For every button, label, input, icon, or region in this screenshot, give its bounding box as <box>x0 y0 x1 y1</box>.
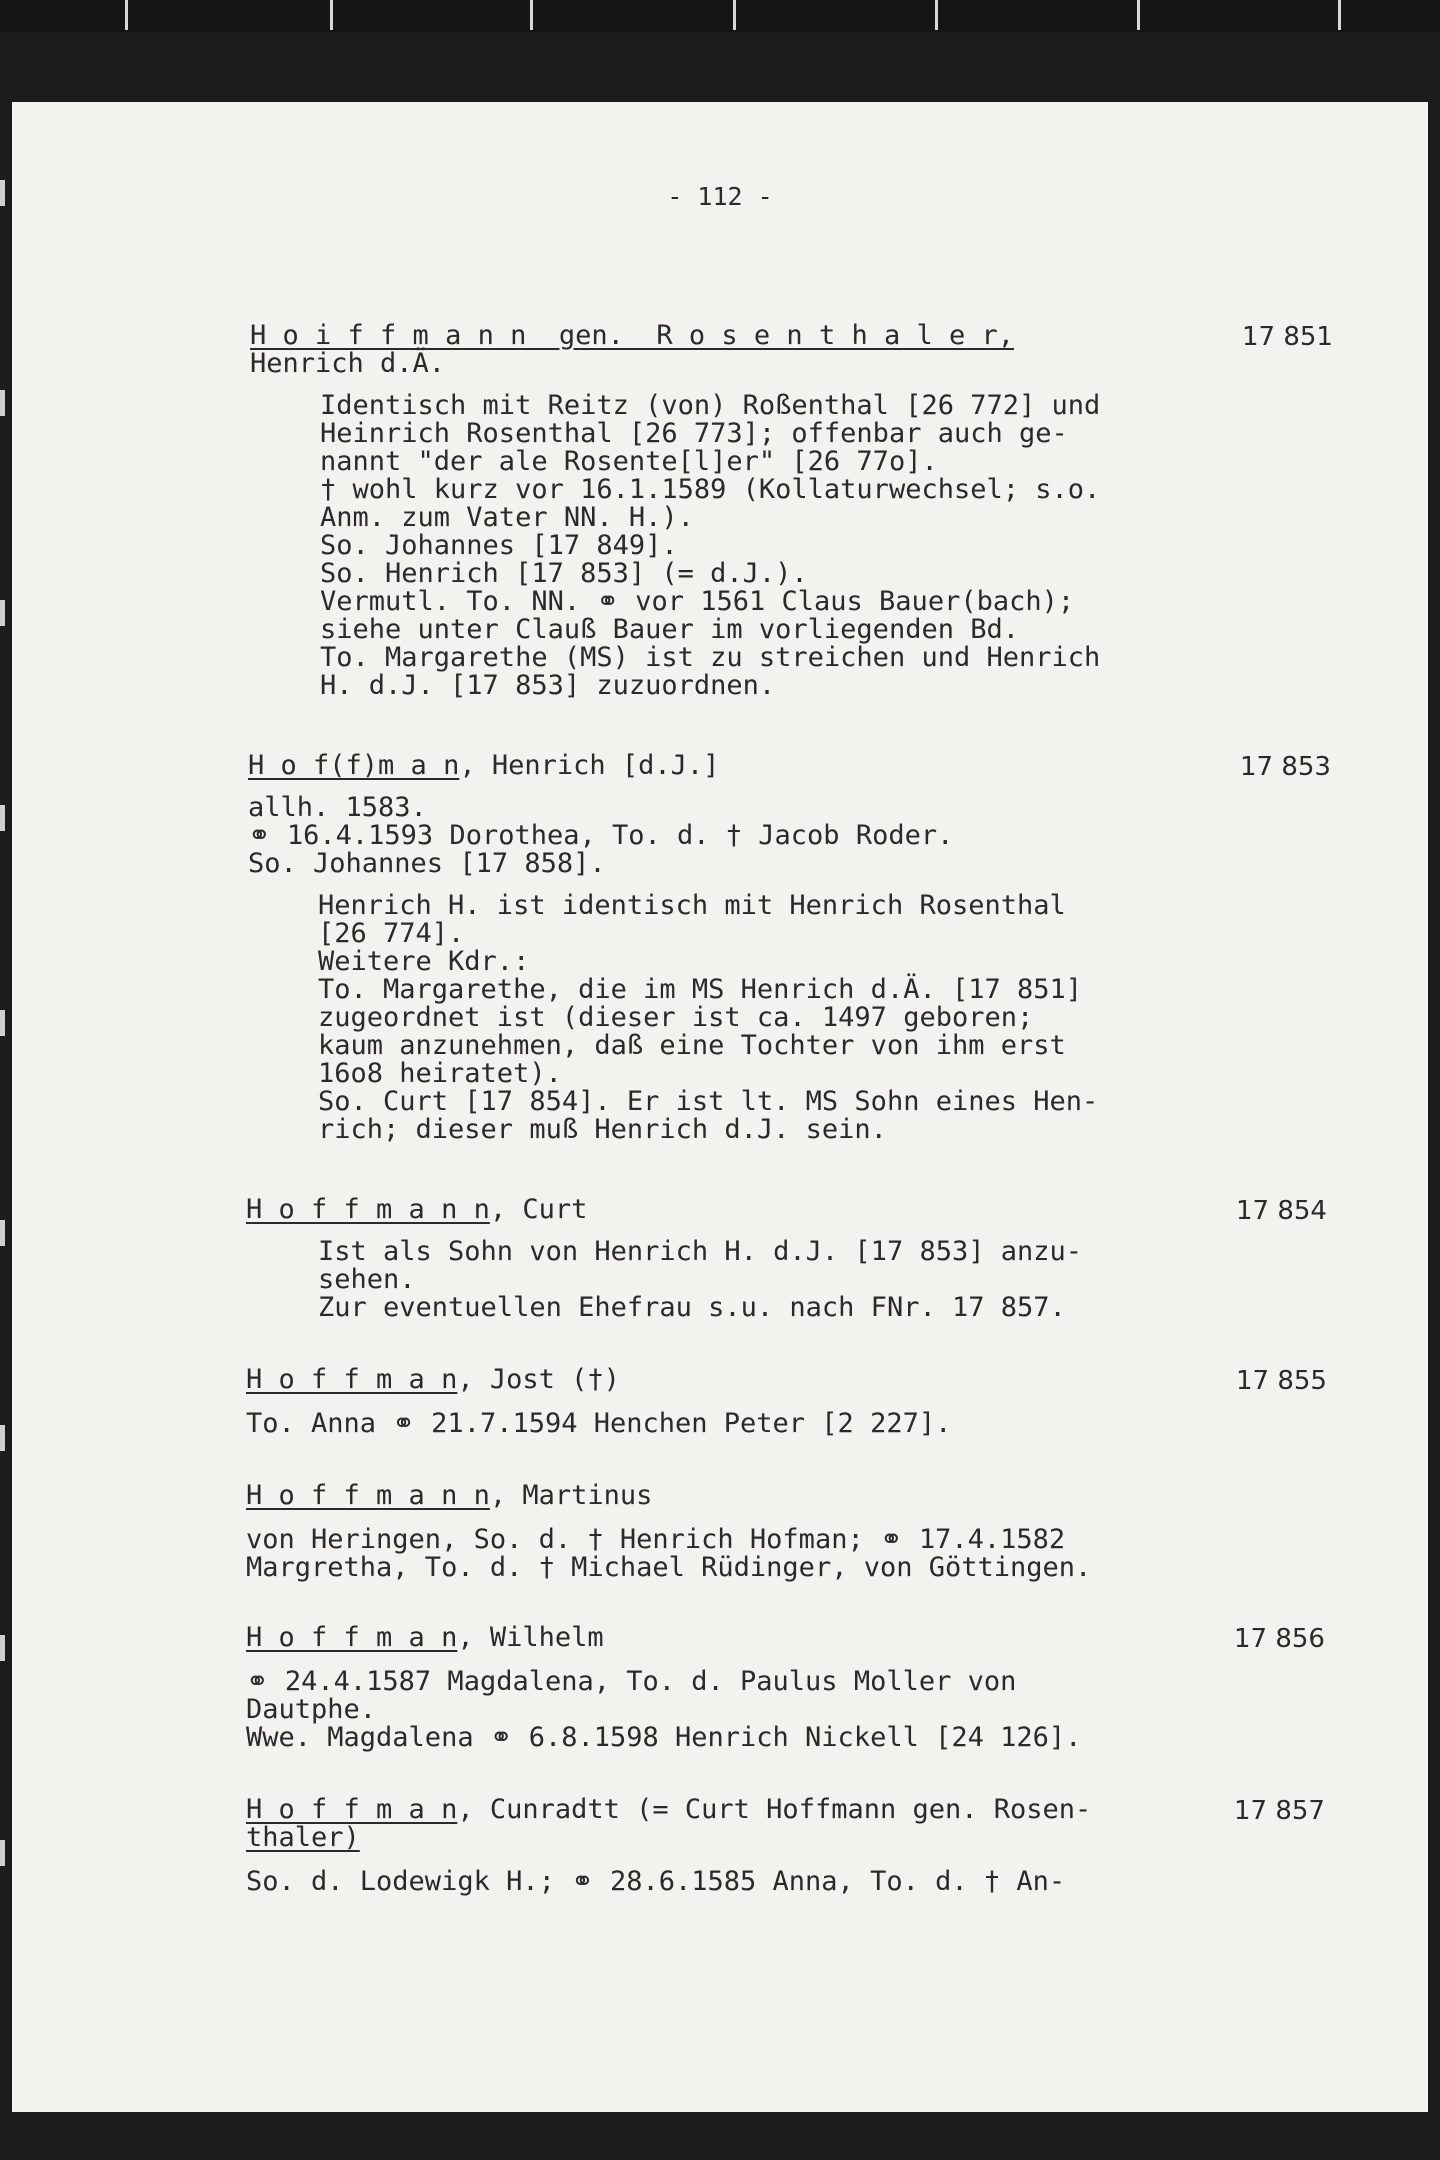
page-number: - 112 - <box>667 182 773 211</box>
note-line: nannt "der ale Rosente[l]er" [26 77o]. <box>320 446 938 477</box>
note-line: Ist als Sohn von Henrich H. d.J. [17 853] anzu- <box>318 1236 1083 1267</box>
entry-line: ⚭ 16.4.1593 Dorothea, To. d. † Jacob Roder. <box>248 820 954 851</box>
note-line: zugeordnet ist (dieser ist ca. 1497 geboren; <box>318 1002 1034 1033</box>
note-line: Vermutl. To. NN. ⚭ vor 1561 Claus Bauer(bach); <box>320 586 1075 617</box>
note-line: Henrich H. ist identisch mit Henrich Rosenthal <box>318 890 1066 921</box>
note-line: Heinrich Rosenthal [26 773]; offenbar auch ge- <box>320 418 1068 449</box>
entry-heading-cont: thaler) <box>246 1822 360 1853</box>
family-number: 17 856 <box>1234 1624 1325 1654</box>
entry-heading: H o f f m a n, Jost (†) <box>246 1364 620 1395</box>
entry-heading: H o f f m a n, Cunradtt (= Curt Hoffmann gen. Rosen- <box>246 1794 1092 1825</box>
entry-line: ⚭ 24.4.1587 Magdalena, To. d. Paulus Moller von <box>246 1666 1017 1697</box>
note-line: Zur eventuellen Ehefrau s.u. nach FNr. 17 857. <box>318 1292 1066 1323</box>
note-line: sehen. <box>318 1264 416 1295</box>
note-line: Identisch mit Reitz (von) Roßenthal [26 772] und <box>320 390 1101 421</box>
entry-heading: H o f f m a n n, Martinus <box>246 1480 653 1511</box>
family-number: 17 855 <box>1236 1366 1327 1396</box>
entry-heading: H o f f m a n, Wilhelm <box>246 1622 604 1653</box>
family-number: 17 857 <box>1234 1796 1325 1826</box>
family-number: 17 851 <box>1242 322 1333 352</box>
entry-line: Wwe. Magdalena ⚭ 6.8.1598 Henrich Nickell [24 126]. <box>246 1722 1082 1753</box>
entry-line: So. Johannes [17 858]. <box>248 848 606 879</box>
note-line: † wohl kurz vor 16.1.1589 (Kollaturwechsel; s.o. <box>320 474 1101 505</box>
entry-heading-cont: Henrich d.Ä. <box>250 348 446 379</box>
family-number: 17 854 <box>1236 1196 1327 1226</box>
entry-line: von Heringen, So. d. † Henrich Hofman; ⚭ 17.4.1582 <box>246 1524 1066 1555</box>
note-line: To. Margarethe (MS) ist zu streichen und Henrich <box>320 642 1101 673</box>
note-line: 16o8 heiratet). <box>318 1058 562 1089</box>
note-line: kaum anzunehmen, daß eine Tochter von ihm erst <box>318 1030 1066 1061</box>
entry-line: Dautphe. <box>246 1694 377 1725</box>
entry-line: Margretha, To. d. † Michael Rüdinger, von Göttingen. <box>246 1552 1092 1583</box>
note-line: Anm. zum Vater NN. H.). <box>320 502 694 533</box>
note-line: To. Margarethe, die im MS Henrich d.Ä. [17 851] <box>318 974 1083 1005</box>
entry-heading: H o i f f m a n n gen. R o s e n t h a l e r, <box>250 320 1015 351</box>
note-line: rich; dieser muß Henrich d.J. sein. <box>318 1114 887 1145</box>
family-number: 17 853 <box>1240 752 1331 782</box>
entry-line: To. Anna ⚭ 21.7.1594 Henchen Peter [2 227]. <box>246 1408 952 1439</box>
note-line: Weitere Kdr.: <box>318 946 530 977</box>
note-line: So. Henrich [17 853] (= d.J.). <box>320 558 808 589</box>
note-line: [26 774]. <box>318 918 465 949</box>
entry-line: allh. 1583. <box>248 792 427 823</box>
scan-ruler <box>0 0 1440 32</box>
note-line: So. Johannes [17 849]. <box>320 530 678 561</box>
entry-line: So. d. Lodewigk H.; ⚭ 28.6.1585 Anna, To. d. † An- <box>246 1866 1066 1897</box>
document-page <box>12 102 1428 2112</box>
note-line: siehe unter Clauß Bauer im vorliegenden Bd. <box>320 614 1019 645</box>
entry-heading: H o f f m a n n, Curt <box>246 1194 588 1225</box>
note-line: H. d.J. [17 853] zuzuordnen. <box>320 670 776 701</box>
entry-heading: H o f(f)m a n, Henrich [d.J.] <box>248 750 720 781</box>
note-line: So. Curt [17 854]. Er ist lt. MS Sohn eines Hen- <box>318 1086 1099 1117</box>
